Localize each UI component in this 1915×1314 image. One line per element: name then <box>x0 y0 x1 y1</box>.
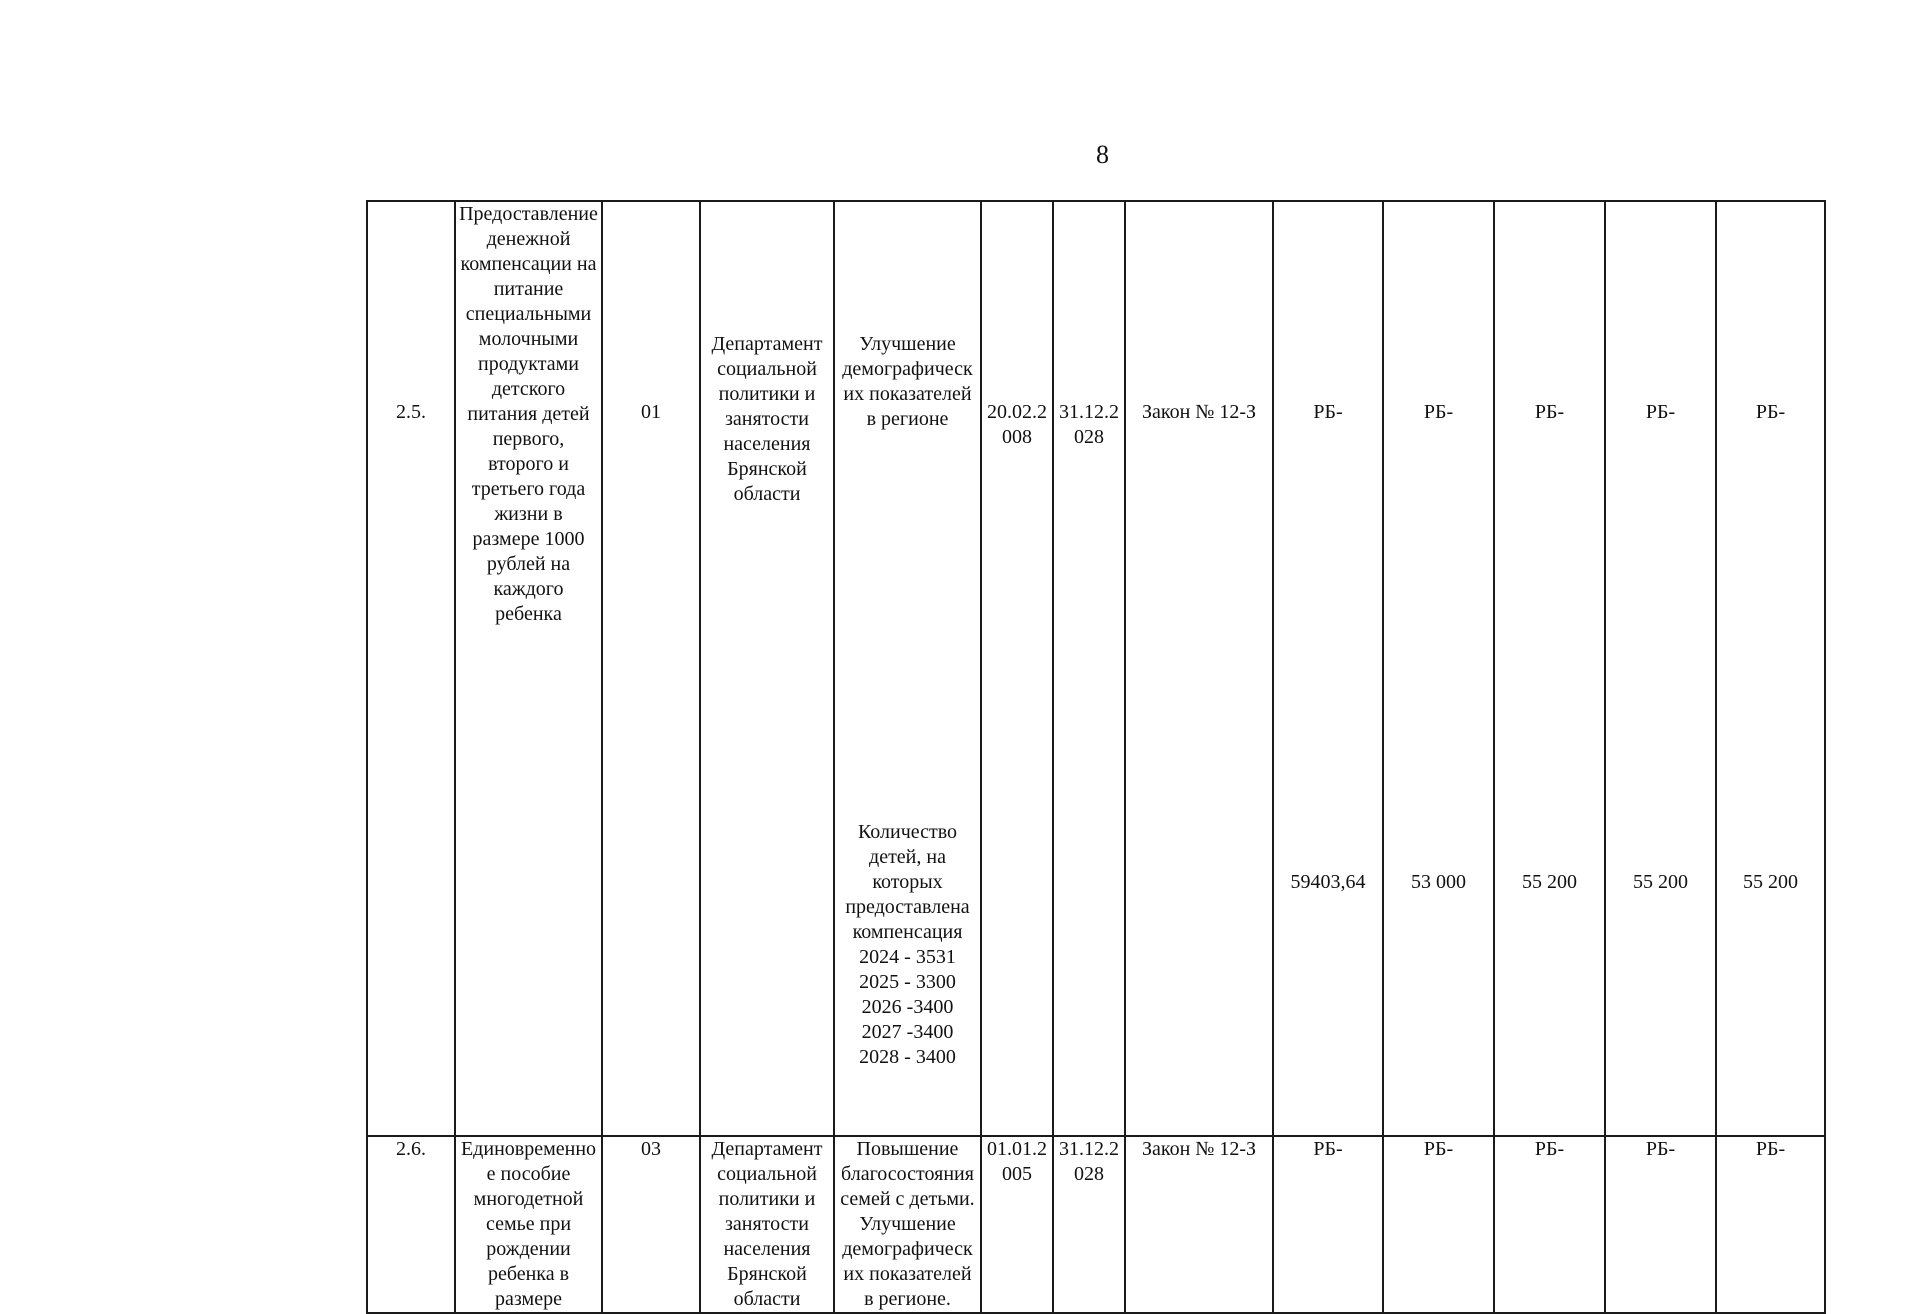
law-reference: Закон № 12-З <box>1125 201 1273 820</box>
indicator-title: Количество детей, на которых предоставлена компенсация <box>845 821 970 943</box>
row-number: 2.5. <box>367 201 455 820</box>
law-reference: Закон № 12-З <box>1125 1136 1273 1313</box>
start-date: 20.02.2008 <box>981 201 1053 820</box>
funding-source: РБ- <box>1494 1136 1605 1313</box>
funding-source: РБ- <box>1605 201 1716 820</box>
funding-source: РБ- <box>1383 201 1494 820</box>
measures-table <box>366 200 1826 1314</box>
amount: 55 200 <box>1716 820 1825 1136</box>
end-date: 31.12.2028 <box>1053 1136 1125 1313</box>
amount: 53 000 <box>1383 820 1494 1136</box>
indicator-year: 2024 - 3531 <box>859 946 956 968</box>
goal: Повышение благосостояния семей с детьми. Улучшение демографических показателей в регионе. <box>834 1136 981 1313</box>
table-row <box>367 1136 1825 1313</box>
executor: Департамент социальной политики и занятости населения Брянской области <box>700 1136 834 1313</box>
table-row <box>367 201 1825 820</box>
indicator-cell <box>834 820 981 1136</box>
measure-name: Единовременное пособие многодетной семье при рождении ребенка в размере <box>455 1136 602 1313</box>
amount: 59403,64 <box>1273 820 1383 1136</box>
measure-code: 03 <box>602 1136 700 1313</box>
goal: Улучшение демографических показателей в регионе <box>834 201 981 820</box>
executor: Департамент социальной политики и занятости населения Брянской области <box>700 201 834 820</box>
amount: 55 200 <box>1494 820 1605 1136</box>
row-number: 2.6. <box>367 1136 455 1313</box>
funding-source: РБ- <box>1716 201 1825 820</box>
end-date: 31.12.2028 <box>1053 201 1125 820</box>
funding-source: РБ- <box>1494 201 1605 820</box>
indicator-year: 2027 -3400 <box>861 1021 954 1043</box>
funding-source: РБ- <box>1383 1136 1494 1313</box>
indicator-year: 2025 - 3300 <box>859 971 956 993</box>
measure-code: 01 <box>602 201 700 820</box>
table-row <box>367 820 1825 1136</box>
funding-source: РБ- <box>1605 1136 1716 1313</box>
start-date: 01.01.2005 <box>981 1136 1053 1313</box>
indicator-year: 2028 - 3400 <box>859 1046 956 1068</box>
indicator-year: 2026 -3400 <box>861 996 954 1018</box>
amount: 55 200 <box>1605 820 1716 1136</box>
measure-name: Предоставление денежной компенсации на питание специальными молочными продуктами детского питания детей первого, второго и третьего года жизни в размере 1000 рублей на каждого ребенка <box>455 201 602 820</box>
funding-source: РБ- <box>1273 1136 1383 1313</box>
funding-source: РБ- <box>1716 1136 1825 1313</box>
funding-source: РБ- <box>1273 201 1383 820</box>
page-number: 8 <box>1096 140 1109 169</box>
